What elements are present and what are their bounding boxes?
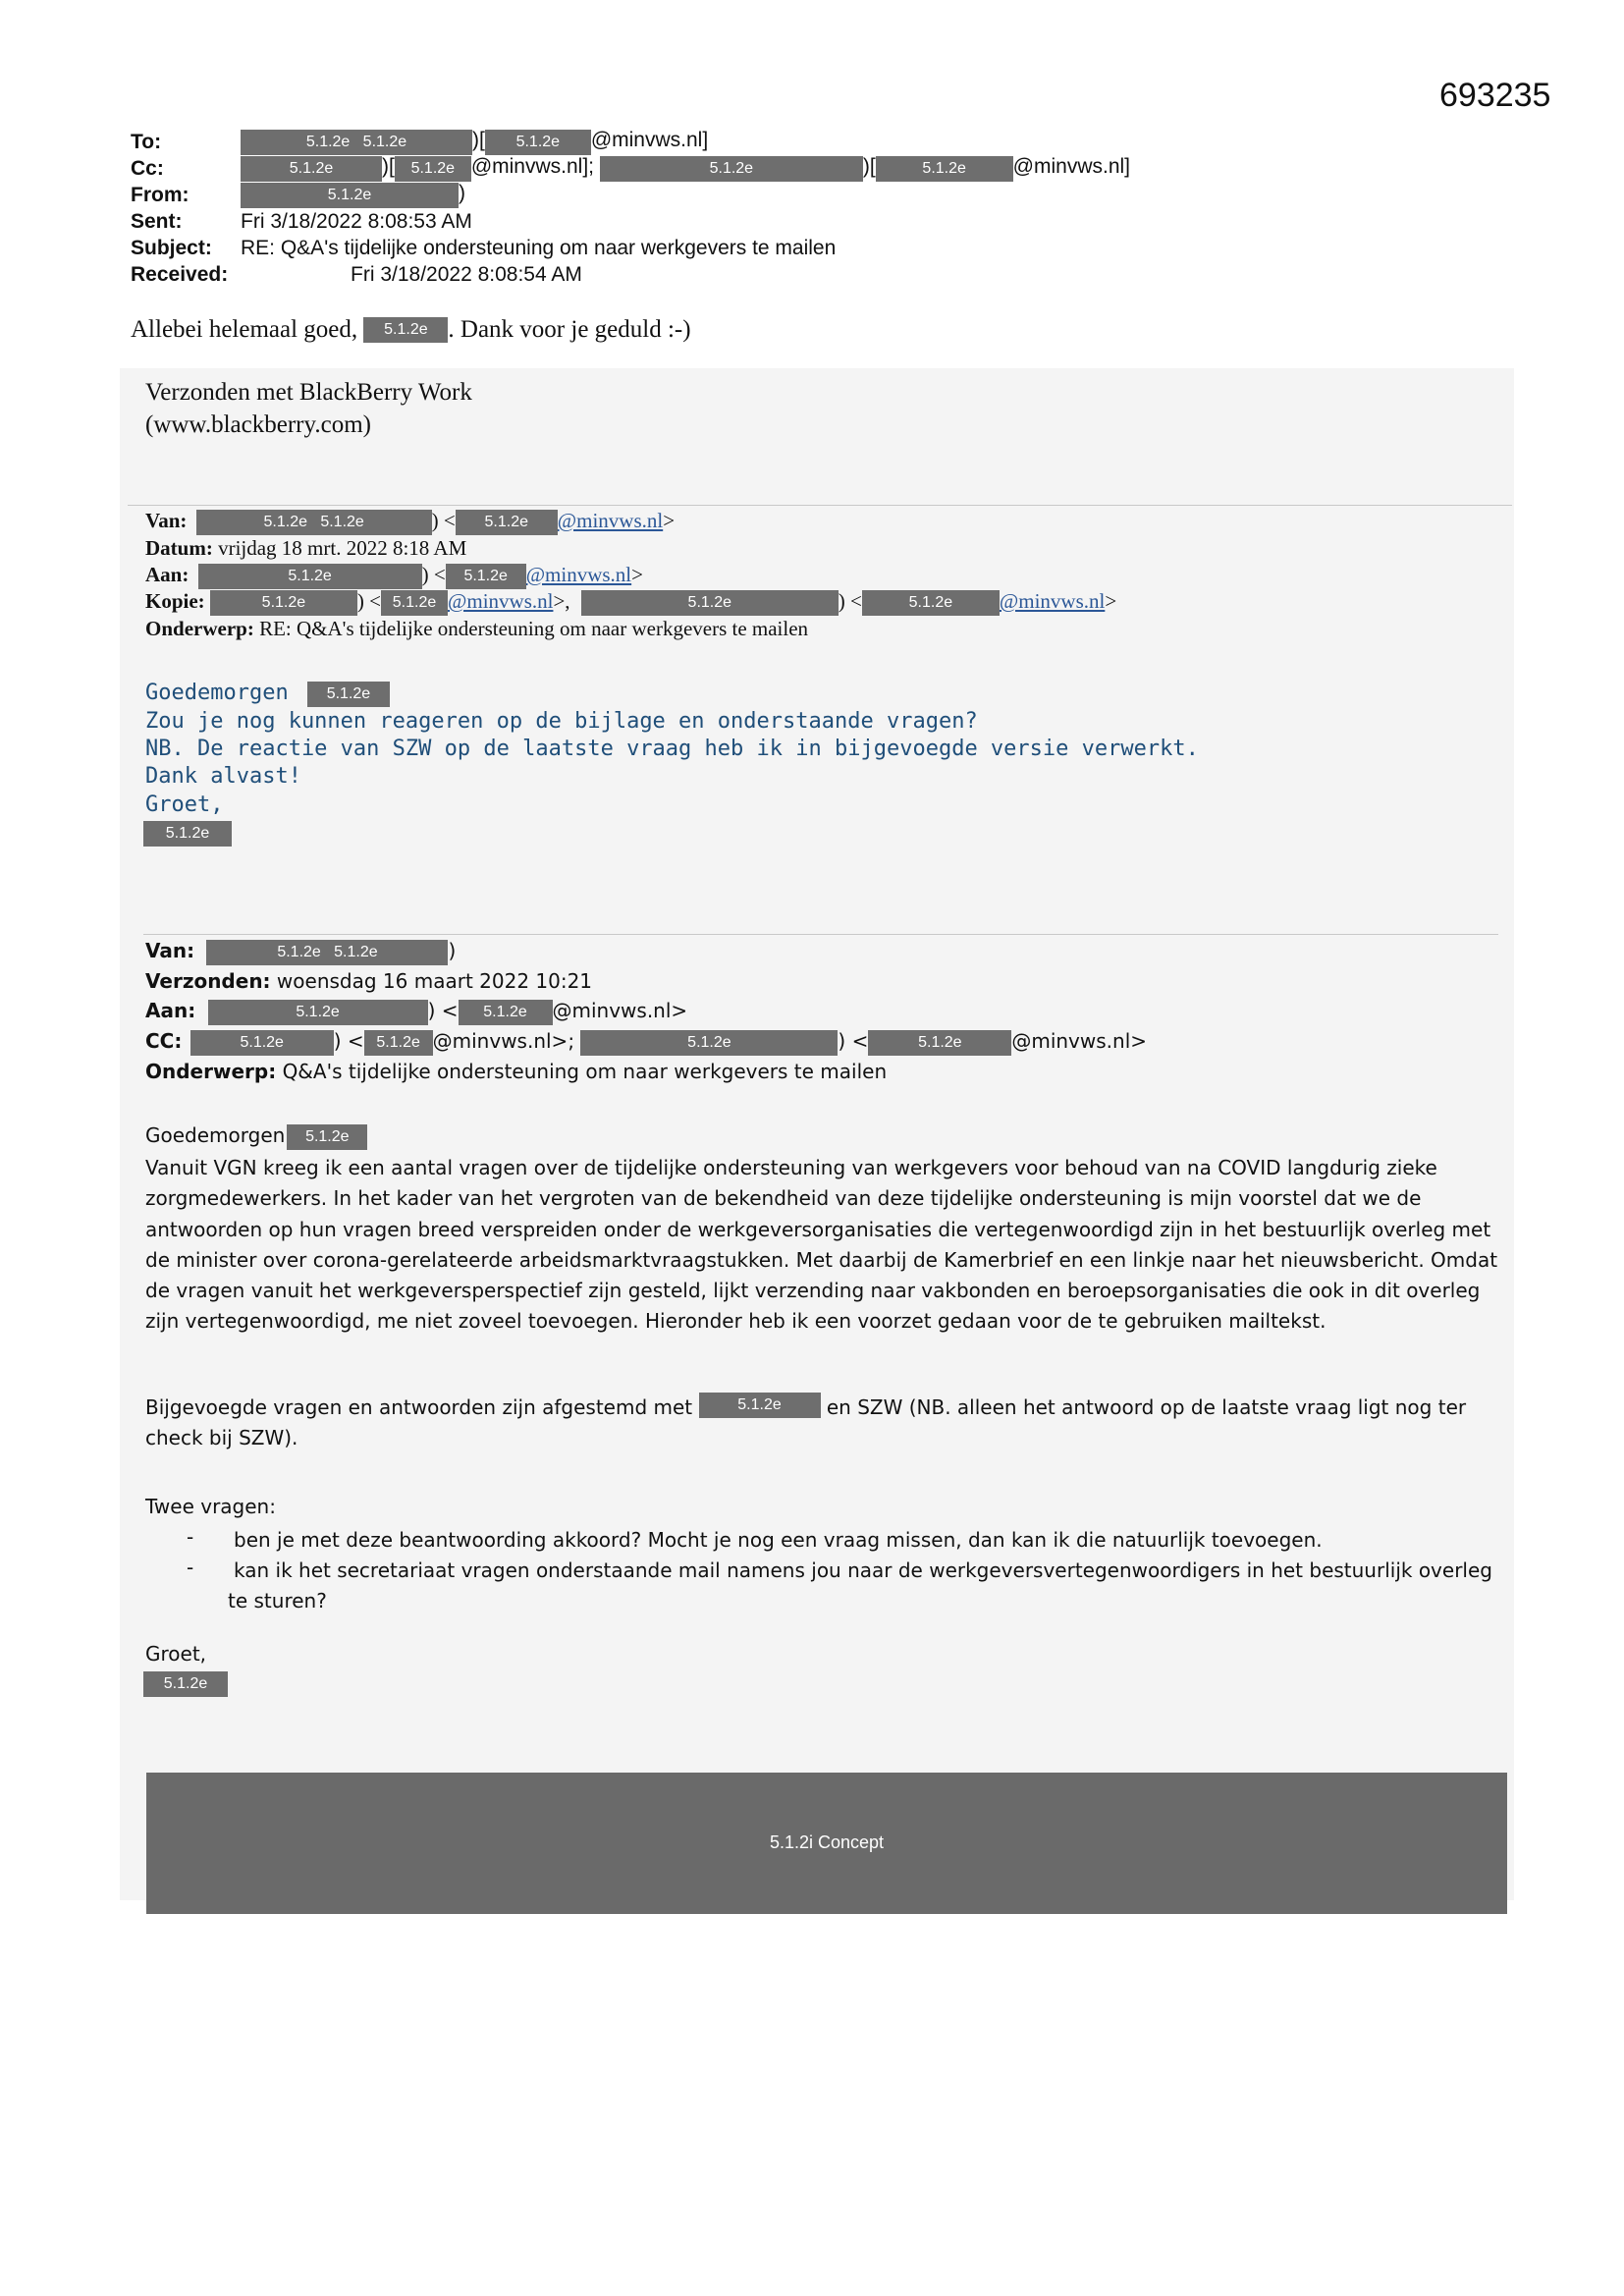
mail2-van-row: Van: 5.1.2e 5.1.2e ) < 5.1.2e @minvws.nl> [145,509,675,534]
redaction-box: 5.1.2e [862,590,1000,616]
redaction-box: 5.1.2e [190,1030,334,1056]
mail2-kopie-email-2[interactable]: @minvws.nl [999,589,1106,613]
redaction-box: 5.1.2e [208,1000,428,1025]
signature-line-2: (www.blackberry.com) [145,411,371,438]
redaction-box: 5.1.2e [446,564,526,589]
mail3-signature [143,1670,228,1696]
redaction-box: 5.1.2e [241,183,459,208]
mail2-line3: Dank alvast! [145,764,301,789]
redaction-box: 5.1.2e [485,130,591,155]
to-value: 5.1.2e 5.1.2e )[ 5.1.2e @minvws.nl] [241,129,708,154]
bullet-dash-1: - [187,1525,194,1549]
mail3-greeting: Goedemorgen 5.1.2e [145,1123,367,1149]
subject-value: RE: Q&A's tijdelijke ondersteuning om naar werkgevers te mailen [241,237,837,259]
question-item-1: ben je met deze beantwoording akkoord? Mocht je nog een vraag missen, dan kan ik die natuurlijk toevoegen. [234,1528,1323,1552]
redaction-box: 5.1.2e [241,156,382,182]
mail2-line4: Groet, [145,793,224,817]
to-label: To: [131,131,162,153]
mail2-datum-row: Datum: vrijdag 18 mrt. 2022 8:18 AM [145,536,467,560]
redaction-box: 5.1.2e [581,590,839,616]
sent-value: Fri 3/18/2022 8:08:53 AM [241,210,472,233]
mail3-paragraph-1: Vanuit VGN kreeg ik een aantal vragen over de tijdelijke ondersteuning van werkgevers voor behoud van na COVID langdurig zieke zorgmedewerkers. In het kader van het vergroten van de bekendheid van deze tijdelijke ondersteuning is mijn voorstel dat we de antwoorden op hun vragen breed verspreiden onder de werkgeversorganisaties die vertegenwoordigd zijn in het bestuurlijk overleg met de minister over corona-gerelateerde arbeidsmarktvraagstukken. Met daarbij de Kamerbrief en een linkje naar het nieuwsbericht. Omdat de vragen vanuit het werkgeversperspectief zijn gesteld, lijkt verzending naar vakbonden en beroepsorganisaties die ook in dit overleg zijn vertegenwoordigd, me niet zoveel toevoegen. Hieronder heb ik een voorzet gedaan voor de te gebruiken mailtekst. [145,1156,1498,1334]
mail2-aan-row: Aan: 5.1.2e ) < 5.1.2e @minvws.nl> [145,563,643,588]
from-label: From: [131,184,189,206]
redaction-box: 5.1.2e [287,1124,367,1150]
bullet-dash-2: - [187,1556,194,1579]
mail2-kopie-row: Kopie: 5.1.2e ) < 5.1.2e @minvws.nl>, 5.1.2e ) < 5.1.2e @minvws.nl> [145,589,1116,615]
received-label: Received: [131,263,229,286]
redaction-box: 5.1.2e [600,156,863,182]
mail3-verzonden-row: Verzonden: woensdag 16 maart 2022 10:21 [145,969,593,993]
divider [143,934,1498,935]
redaction-box: 5.1.2e [381,590,448,616]
redaction-box: 5.1.2e [876,156,1013,182]
redaction-box: 5.1.2e [143,821,232,847]
cc-label: Cc: [131,157,164,180]
redaction-box: 5.1.2e [456,510,558,535]
mail2-line2: NB. De reactie van SZW op de laatste vraag heb ik in bijgevoegde versie verwerkt. [145,737,1199,761]
received-value: Fri 3/18/2022 8:08:54 AM [351,263,582,286]
reply-line: Allebei helemaal goed, 5.1.2e . Dank voor je geduld :-) [131,316,691,343]
mail2-kopie-email-1[interactable]: @minvws.nl [448,589,554,613]
mail3-paragraph-2: Bijgevoegde vragen en antwoorden zijn afgestemd met 5.1.2e en SZW (NB. alleen het antwoord op de laatste vraag ligt nog ter check bij SZW). [145,1393,1500,1454]
redaction-box: 5.1.2e 5.1.2e [206,940,448,965]
signature-line-1: Verzonden met BlackBerry Work [145,379,472,406]
mail3-onderwerp-row: Onderwerp: Q&A's tijdelijke ondersteuning om naar werkgevers te mailen [145,1060,888,1083]
divider [128,505,1512,506]
mail3-aan-row: Aan: 5.1.2e ) < 5.1.2e @minvws.nl> [145,999,687,1024]
redaction-box: 5.1.2e [364,1030,433,1056]
redaction-box: 5.1.2e [363,317,448,343]
mail2-greeting: Goedemorgen 5.1.2e [145,681,390,706]
mail2-signature [143,820,232,846]
redacted-concept-label: 5.1.2i Concept [769,1832,885,1852]
redaction-box: 5.1.2e 5.1.2e [196,510,432,535]
from-value: 5.1.2e ) [241,182,465,207]
redaction-box: 5.1.2e [868,1030,1011,1056]
redaction-box: 5.1.2e [143,1671,228,1697]
document-number: 693235 [1439,77,1551,114]
redaction-box: 5.1.2e [699,1393,821,1418]
mail3-van-row: Van: 5.1.2e 5.1.2e ) [145,939,456,964]
redaction-box: 5.1.2e [459,1000,553,1025]
redaction-box: 5.1.2e [307,682,390,707]
question-item-2: kan ik het secretariaat vragen onderstaande mail namens jou naar de werkgeversvertegenwoordigers in het bestuurlijk overleg te sturen? [228,1558,1492,1613]
mail2-line1: Zou je nog kunnen reageren op de bijlage en onderstaande vragen? [145,709,978,734]
mail2-aan-email[interactable]: @minvws.nl [525,563,632,586]
mail3-closing: Groet, [145,1642,207,1666]
mail2-van-email[interactable]: @minvws.nl [557,509,664,532]
mail2-onderwerp-row: Onderwerp: RE: Q&A's tijdelijke ondersteuning om naar werkgevers te mailen [145,617,809,640]
subject-label: Subject: [131,237,212,259]
questions-title: Twee vragen: [145,1495,276,1518]
mail3-cc-row: CC: 5.1.2e ) < 5.1.2e @minvws.nl>; 5.1.2e ) < 5.1.2e @minvws.nl> [145,1029,1147,1055]
cc-value: 5.1.2e )[ 5.1.2e @minvws.nl]; 5.1.2e )[ 5.1.2e @minvws.nl] [241,155,1130,181]
redaction-box: 5.1.2e [198,564,422,589]
redaction-box: 5.1.2e 5.1.2e [241,130,472,155]
redaction-box: 5.1.2e [210,590,357,616]
redaction-box: 5.1.2e [580,1030,838,1056]
sent-label: Sent: [131,210,183,233]
redaction-box: 5.1.2e [395,156,471,182]
